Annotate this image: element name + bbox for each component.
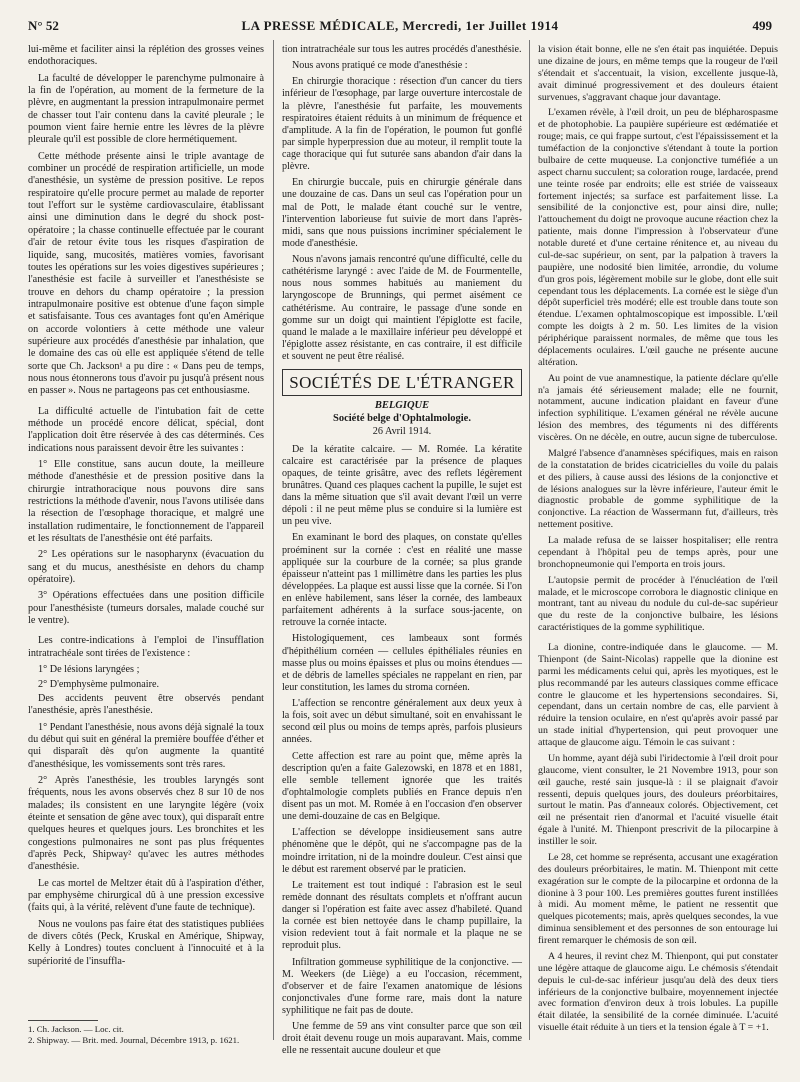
paragraph: Le traitement est tout indiqué : l'abrasion est le seul remède donnant des résultats complets et n'offrant aucun danger si l'opération est faite avec assez d'habileté. Quand la cornée est bien nettoyée dans le champ pupillaire, la vision redevient tout à fait normale et la plaque ne se reproduit plus. xyxy=(282,879,522,952)
paragraph: La dionine, contre-indiquée dans le glaucome. — M. Thienpont (de Saint-Nicolas) rappelle que la dionine est parmi les médicaments celui qui, après les myotiques, est le plus recommandé par les auteurs classiques comme efficace contre le glaucome et les hypertensions secondaires. Si, cependant, dans un certain nombre de cas, elle parvient à réduire la tension oculaire, en n'est qu'après avoir passé par un stade initial d'hypertension, qui peut provoquer une attaque de glaucome aigu. Témoin le cas suivant : xyxy=(538,642,778,748)
page-number: 499 xyxy=(752,18,772,33)
paragraph: En examinant le bord des plaques, on constate qu'elles proéminent sur la cornée : c'est en réalité une masse appliquée sur la courbure de la cornée; sa plus grande épaisseur n'atteint pas 1 millimètre dans les parties les plus développées. La plaque est aussi lisse que la cornée. Si l'on en enlève habilement, sans léser la cornée, des lambeaux parfaitement adhérents à la surface sous-jacente, on retrouve la cornée intacte. xyxy=(282,532,522,629)
column-3 xyxy=(538,44,778,1038)
paragraph: A 4 heures, il revint chez M. Thienpont, qui put constater une légère attaque de glaucome aigu. Le chémosis s'étendait depuis le cul-de-sac inférieur jusqu'au delà des deux tiers inférieurs de la conjonctive bulbaire, moyennement injectée avec formation d'environ deux à trois lobules. La pupille était dilatée, la sensibilité de la cornée diminuée. L'acuité visuelle était réduite à un tiers et la tension égale à T = +1. xyxy=(538,950,778,1034)
paragraph: La difficulté actuelle de l'intubation fait de cette méthode un procédé encore délicat, spécial, dont l'application doit être réservée à des cas déterminés. Ces indications nous paraissent devoir être les suivantes : xyxy=(28,405,264,454)
issue-number: N° 52 xyxy=(28,18,59,33)
paragraph: Un homme, ayant déjà subi l'iridectomie à l'œil droit pour glaucome, vient consulter, le 21 Novembre 1913, pour son œil gauche, resté sain jusque-là : il se plaignait d'avoir ressenti, depuis quelques jours, des douleurs préorbitaires, surtout le matin. Pas d'anneaux colorés. Objectivement, cet œil ne présentait rien d'anormal et l'acuité visuelle était égale à l'unité. M. Thienpont prescrivit de la pilocarpine à instiller le soir. xyxy=(538,752,778,847)
paragraph: L'autopsie permit de procéder à l'énucléation de l'œil malade, et le microscope corrobora le diagnostic clinique en montrant, tant au niveau du nodule du cul-de-sac supérieur que du reste de la conjonctive bulbaire, les lésions caractéristiques de la gomme syphilitique. xyxy=(538,574,778,634)
paragraph: La faculté de développer le parenchyme pulmonaire à la fin de l'opération, au moment de la fermeture de la plèvre, en augmentant la pression intrapulmonaire permet de chasser tout l'air contenu dans la cavité pleurale ; le poumon vient faire hernie entre les lèvres de la plèvre pleurale qu'il est possible de clore hermétiquement. xyxy=(28,72,264,146)
paragraph: L'affection se rencontre généralement aux deux yeux à la fois, soit avec un début simultané, soit en envahissant le second œil plus ou moins de temps après, parfois plusieurs années. xyxy=(282,698,522,746)
column-rule-left xyxy=(273,40,274,1040)
paragraph: 1° Elle constitue, sans aucun doute, la meilleure méthode d'anesthésie et de pression positive dans la chirurgie intrathoracique nous pouvons dire sans restrictions la méthode d'avenir, nous l'avons utilisée dans la résection de l'œsophage thoracique, et malgré une installation rudimentaire, le fonctionnement de l'appareil et les résultats de l'anesthésie ont été parfaits. xyxy=(28,459,264,545)
paragraph: tion intratrachéale sur tous les autres procédés d'anesthésie. xyxy=(282,44,522,55)
paragraph: Cette méthode présente ainsi le triple avantage de combiner un procédé de respiration artificielle, un mode d'anesthésie, un système de pression positive. Le repos respiratoire qu'elle procure permet au malade de reporter tout l'effort sur le système cardiovasculaire, établissant ainsi une diminution dans le degré du shock post-opératoire ; la chasse continuelle effectuée par le courant d'air de retour évite tous les risques d'aspiration de liquide, sang, mucosités, matières vomies, favorisant toutes les opérations sur les voies digestives supérieures ; l'anesthésie est facile à surveiller et l'anesthésiste se trouve en dehors du champ opératoire ; la pression intrapulmonaire positive est obtenue d'une façon simple et satisfaisante. Tous ces avantages font qu'en Amérique on accorde volontiers à cette méthode une valeur supérieure aux procédés d'anesthésie par inhalation, que le domaine des cas où elle est appliquée s'étend de telle sorte que Ch. Jackson¹ a pu dire : « Dans peu de temps, nous nous étonnerons tous d'avoir pu jusqu'à présent nous en passer ». Nous ne partageons pas cet enthousiasme. xyxy=(28,150,264,397)
paragraph: De la kératite calcaire. — M. Romée. La kératite calcaire est caractérisée par la présence de plaques opaques, de teinte grisâtre, avec des reflets légèrement brunâtres. Quand ces plaques cachent la pupille, le sujet est dans la même situation que s'il avait devant l'œil un verre dépoli : il ne peut même plus se conduire si la lumière est un peu vive. xyxy=(282,443,522,528)
paragraph: Malgré l'absence d'anamnèses spécifiques, mais en raison de la constatation de brides cicatricielles du voile du palais et des piliers, à cause aussi des lésions de la conjonctive et de lésions analogues sur la lèvre inférieure, l'auteur émit le diagnostic probable de gomme syphilitique de la conjonctive. La réaction de Wassermann fut, d'ailleurs, très nettement positive. xyxy=(538,447,778,531)
country-heading: BELGIQUE xyxy=(374,400,430,412)
column-rule-right xyxy=(529,40,530,1040)
list-item: 1° De lésions laryngées ; xyxy=(38,664,140,676)
footnote-rule xyxy=(28,1020,98,1021)
paragraph: Nous n'avons jamais rencontré qu'une difficulté, celle du cathétérisme laryngé : avec l'aide de M. de Fourmentelle, nous nous sommes habitués au maniement du laryngoscope de Brunnings, qui permet aisément ce cathétérisme. Au contraire, le passage d'une sonde en gomme sur un doigt qui maintient l'épiglotte est facile, quand le malade a le maxillaire inférieur peu développé et l'épiglotte assez résistante, en cas contraire, il est difficile et souvent ne peut être réalisé. xyxy=(282,254,522,362)
paragraph: Les contre-indications à l'emploi de l'insufflation intratrachéale sont tirées de l'existence : xyxy=(28,635,264,659)
paragraph: 1° Pendant l'anesthésie, nous avons déjà signalé la toux du début qui suit en général la première bouffée d'éther et qui disparaît dès qu'on augmente la quantité d'anesthésique, les vomissements sont très rares. xyxy=(28,721,264,770)
paragraph: lui-même et faciliter ainsi la réplétion des grosses veines endothoraciques. xyxy=(28,44,264,68)
paragraph: Une femme de 59 ans vint consulter parce que son œil droit était devenu rouge un mois auparavant. Mais, comme elle ne ressentait aucune douleur et que xyxy=(282,1021,522,1057)
paragraph: Cette affection est rare au point que, même après la description qu'en a faite Galezowski, en 1878 et en 1881, elle semble tellement ignorée que les traités d'ophtalmologie complets publiés en France depuis n'en disent pas un mot. M. Romée à en l'occasion d'en observer une demi-douzaine de cas en Belgique. xyxy=(282,750,522,823)
paragraph: En chirurgie thoracique : résection d'un cancer du tiers inférieur de l'œsophage, par large ouverture intercostale de la plèvre, l'anesthésie fut parfaite, les mouvements respiratoires étaient réduits à un minimum de fréquence et d'amplitude. A la fin de l'opération, le poumon fut gonflé par simple hyperpression due au moteur, il remplit toute la cage thoracique qui fut suturée sans abandon d'air dans la plèvre. xyxy=(282,76,522,173)
paragraph: 2° Les opérations sur le nasopharynx (évacuation du sang et du mucus, anesthésiste en dehors du champ opératoire). xyxy=(28,549,264,586)
paragraph: Au point de vue anamnestique, la patiente déclare qu'elle n'a jamais été sérieusement malade; elle ne fournit, notamment, aucune indication plaidant en faveur d'une infection syphilitique. L'examen général ne révèle aucune lésion des membres, des téguments ni des différents viscères. On ne décèle, en outre, aucun signe de tuberculose. xyxy=(538,372,778,443)
paragraph: L'examen révèle, à l'œil droit, un peu de blépharospasme et de photophobie. La paupière supérieure est œdématiée et rouge; mais, ce qui frappe surtout, c'est l'épaississement et la tuméfaction de la conjonctive s'étendant à toute la portion bulbaire de cette muqueuse. La conjonctive tuméfiée a un aspect charnu succulent; sa coloration rouge, lardacée, prend une teinte rosée par endroits; elle est striée de vaisseaux fortement injectés; sa surface est parfaitement lisse. La sensibilité de la conjonctive est, pour ainsi dire, nulle; l'attouchement du doigt ne provoque aucune réaction chez la patiente, mais donne l'impression à l'observateur d'une notable dureté et d'une certaine rénitence et, au niveau du cul-de-sac supérieur, on sent, par la palpation à travers la paupière, une nodosité bien limitée, arrondie, du volume d'un gros pois, légèrement mobile sur le globe, dont elle suit cependant tous les déplacements. La cornée est le siège d'un dépôt superficiel très modéré; elle est trouble dans toute son étendue. L'examen ophtalmoscopique est impossible. L'œil compte les doigts à 2 m. 50. Les limites de la vision périphérique paraissent normales, de même que tous les déplacements oculaires. L'œil gauche ne présente aucune altération. xyxy=(538,107,778,368)
list-item: 2° D'emphysème pulmonaire. xyxy=(38,678,160,690)
paragraph: Des accidents peuvent être observés pendant l'anesthésie, après l'anesthésie. xyxy=(28,692,264,717)
paragraph: Le cas mortel de Meltzer était dû à l'aspiration d'éther, par emphysème chirurgical dû à une pression excessive (faits qui, à la vérité, relèvent d'une faute de technique). xyxy=(28,877,264,914)
page-header xyxy=(28,18,772,36)
paragraph: la vision était bonne, elle ne s'en était pas inquiétée. Depuis une dizaine de jours, en même temps que la rougeur de l'œil s'étendait et s'accentuait, la vision, excellente jusque-là, avait diminué progressivement et des douleurs étaient survenues, s'aggravant chaque jour davantage. xyxy=(538,44,778,103)
journal-title-line: LA PRESSE MÉDICALE, Mercredi, 1er Juillet 1914 xyxy=(241,18,559,33)
column-2 xyxy=(282,44,522,1062)
paragraph: Nous ne voulons pas faire état des statistiques publiées de divers côtés (Peck, Kruskal en Amérique, Shipway, Kelly à Londres) toutes concluent à l'innocuité et à la supériorité de l'insuffla- xyxy=(28,918,264,967)
society-heading: Société belge d'Ophtalmologie. xyxy=(333,413,471,425)
footnotes xyxy=(28,1020,264,1046)
column-1 xyxy=(28,44,264,972)
session-date: 26 Avril 1914. xyxy=(372,426,432,438)
footnote: 2. Shipway. — Brit. med. Journal, Décembre 1913, p. 1621. xyxy=(28,1035,240,1045)
paragraph: Nous avons pratiqué ce mode d'anesthésie : xyxy=(292,60,468,72)
paragraph: 3° Opérations effectuées dans une position difficile pour l'anesthésiste (tumeurs dorsales, malade couché sur le ventre). xyxy=(28,590,264,627)
footnote: 1. Ch. Jackson. — Loc. cit. xyxy=(28,1024,124,1034)
paragraph: Infiltration gommeuse syphilitique de la conjonctive. — M. Weekers (de Liège) a eu l'occasion, récemment, d'observer et de faire l'examen anatomique de lésions conjonctivales d'une forme rare, mais dont la nature syphilitique ne fait pas de doute. xyxy=(282,956,522,1016)
paragraph: 2° Après l'anesthésie, les troubles laryngés sont fréquents, nous les avons observés chez 8 sur 10 de nos malades; ils consistent en une laryngite légère (voix éteinte et sensation de gêne avec toux), qui disparaît entre quelques heures et quelques jours. Les bronchites et les congestions pulmonaires ne sont pas plus fréquentes d'après Peck, Shipway² qu'avec les autres méthodes d'anesthésie. xyxy=(28,774,264,873)
paragraph: L'affection se développe insidieusement sans autre phénomène que le dépôt, qui ne s'accompagne pas de la moindre irritation, ni de la moindre douleur. C'est ainsi que le début est rarement observé par le praticien. xyxy=(282,827,522,875)
paragraph: Histologiquement, ces lambeaux sont formés d'hépithélium cornéen — cellules épithéliales réunies en masse plus ou moins épaisses et plus ou moins étendues — et de débris de lamelles spéciales ne rappelant en rien, par leur constitution, les lames du stroma cornéen. xyxy=(282,633,522,693)
paragraph: Le 28, cet homme se représenta, accusant une exagération des douleurs préorbitaires, le matin. M. Thienpont mit cette exagération sur le compte de la pilocarpine et ordonna de la dionine à 3 pour 100. Les premières gouttes furent instillées à midi. Au moment même, le patient ne ressentit que quelques picotements; mais, après quelques secondes, la vue diminua sensiblement et des personnes de son entourage lui firent remarquer le chémosis de son œil. xyxy=(538,851,778,946)
section-title: SOCIÉTÉS DE L'ÉTRANGER xyxy=(282,369,522,396)
paragraph: En chirurgie buccale, puis en chirurgie générale dans une douzaine de cas. Dans un seul cas l'opération pour un mal de Pott, le malade étant couché sur le ventre, l'intervention laborieuse fut suivie de mort dans l'après-midi, sans que nous puissions incriminer spécialement le mode d'anesthésie. xyxy=(282,177,522,249)
paragraph: La malade refusa de se laisser hospitaliser; elle rentra cependant à l'hôpital peu de temps après, pour une bronchopneumonie qui l'emporta en trois jours. xyxy=(538,535,778,570)
